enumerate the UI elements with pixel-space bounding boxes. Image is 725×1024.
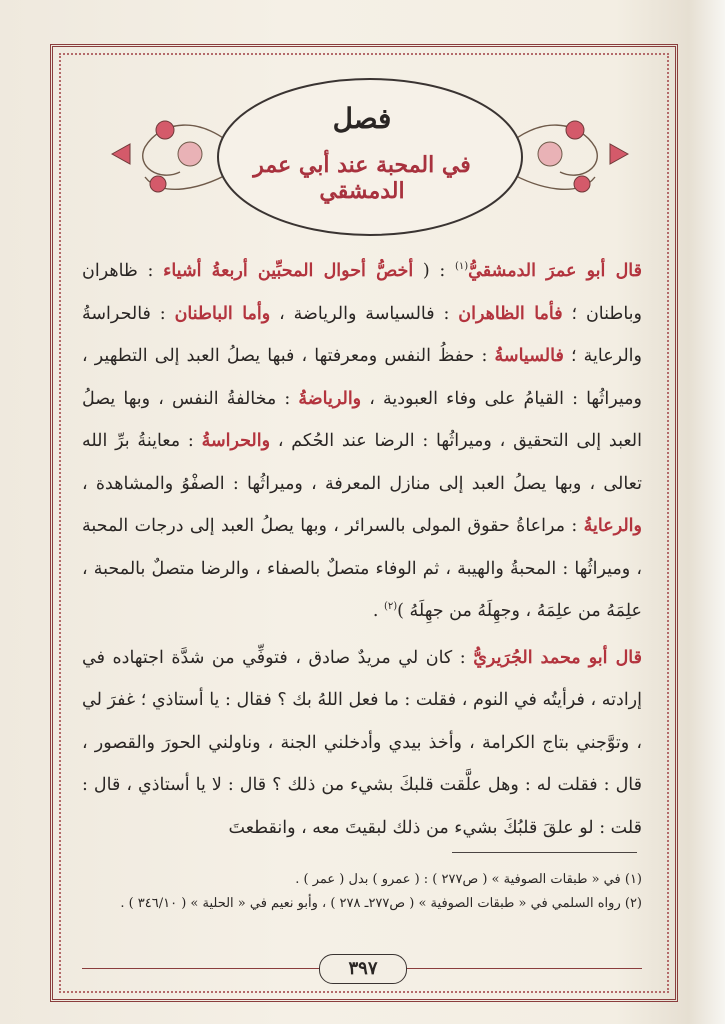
paragraph-2 bbox=[82, 637, 642, 850]
text-run: : كان لي مريدٌ صادق ، فتوفِّي من شدَّة اجتهاده في إرادته ، فرأيتُه في النوم ، فقلت : ما فعل اللهُ بك ؟ فقال : يا أستاذي ؛ غفرَ لي ، وتوَّجني بتاج الكرامة ، وأخذ بيدي وأدخلني الجنة ، وناولني الحورَ والقصور ، قال : فقلت له : وهل علَّقت قلبكَ بشيء من ذلك ؟ قال : لا يا أستاذي ، قال : قلت : لو علقَ قلبُكَ بشيء من ذلك لبقيتَ معه ، وانقطعتَ bbox=[82, 647, 642, 838]
footnote-ref-2: (٢) bbox=[383, 601, 398, 613]
text-run: : ( bbox=[413, 261, 455, 281]
term-inner: وأما الباطنان bbox=[174, 303, 271, 324]
term-outer: فأما الظاهران bbox=[458, 303, 563, 324]
term-riyada: والرياضةُ bbox=[298, 388, 362, 409]
footnote-ref-1: (١) bbox=[454, 261, 469, 273]
text-run: : فالسياسة والرياضة ، bbox=[270, 303, 459, 324]
footnotes bbox=[82, 868, 642, 916]
text-run: : ظاهران وباطنان ؛ bbox=[82, 261, 643, 324]
footnote-2: (٢) رواه السلمي في « طبقات الصوفية » ( ص٢٧٧ـ ٢٧٨ ) ، وأبو نعيم في « الحلية » ( ٣٤٦/١٠ ) . bbox=[120, 896, 642, 911]
quote-heading: أخصُّ أحوال المحبِّين أربعةُ أشياء bbox=[163, 261, 414, 281]
text-run: : مراعاةُ حقوق المولى بالسرائر ، وبها يصلُ العبد إلى درجات المحبة ، وميراثُها : المحبةُ والهيبة ، ثم الوفاء متصلٌ بالصفاء ، والرضا متصلٌ بالمحبة ، علِمَهُ من علِمَهُ ، وجهِلَهُ من جهِلَهُ ) bbox=[82, 516, 642, 621]
term-hirasa: والحراسةُ bbox=[201, 431, 271, 451]
speaker-name: قال أبو عمرَ الدمشقيُّ bbox=[468, 261, 642, 281]
footnote-1: (١) في « طبقات الصوفية » ( ص٢٧٧ ) : ( عمرو ) بدل ( عمر ) . bbox=[295, 872, 642, 887]
text-run: : مخالفةُ النفس ، وبها يصلُ العبد إلى التحقيق ، وميراثُها : الرضا عند الحُكم ، bbox=[82, 388, 642, 451]
text-run: : حفظُ النفس ومعرفتها ، فبها يصلُ العبد إلى التطهير ، وميراثُها : القيامُ على وفاء العبودية ، bbox=[82, 346, 642, 409]
page-number: ٣٩٧ bbox=[319, 954, 407, 984]
speaker-name: قال أبو محمد الجُرَيريُّ bbox=[473, 647, 642, 668]
footnote-separator bbox=[452, 852, 637, 853]
chapter-title: فصل bbox=[332, 102, 392, 135]
main-text bbox=[82, 250, 642, 849]
chapter-heading bbox=[212, 84, 512, 234]
term-riaya: والرعايةُ bbox=[583, 516, 642, 536]
text-run: . bbox=[372, 601, 384, 621]
chapter-subtitle: في المحبة عند أبي عمر الدمشقي bbox=[253, 152, 471, 204]
text-run: : معاينةُ برِّ الله تعالى ، وبها يصلُ العبد إلى منازل المعرفة ، وميراثُها : الصفْوُ والمشاهدة ، bbox=[82, 431, 642, 494]
paragraph-1 bbox=[82, 250, 642, 633]
term-siyasa: فالسياسةُ bbox=[494, 346, 564, 366]
text-run: : فالحراسةُ والرعاية ؛ bbox=[82, 303, 642, 366]
